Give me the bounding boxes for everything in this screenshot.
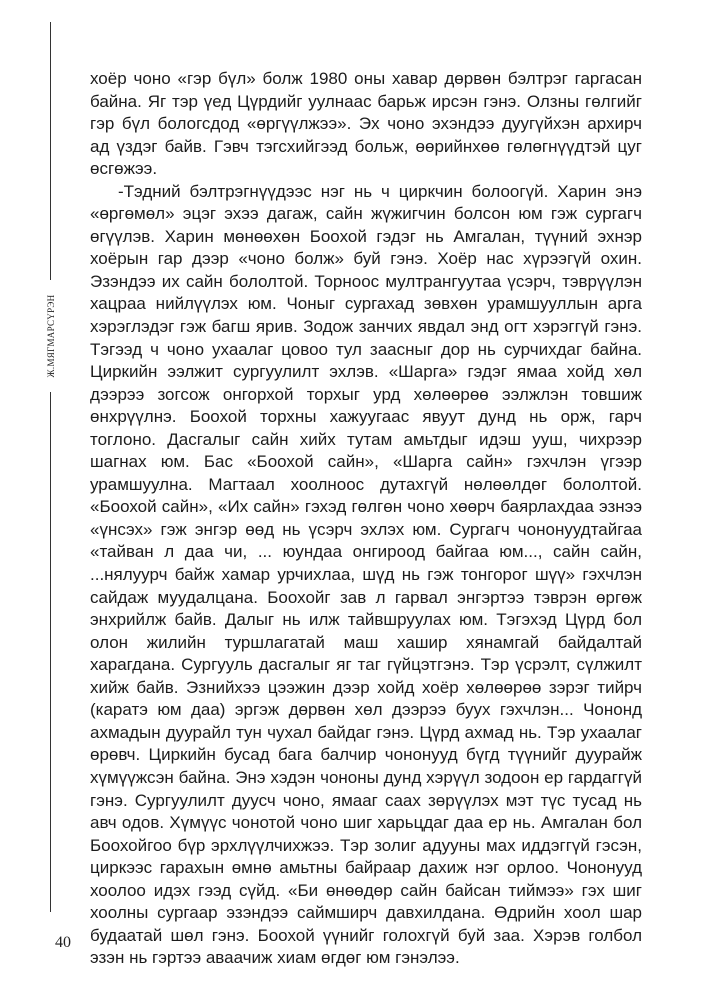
- paragraph: -Тэдний бэлтрэгнүүдээс нэг нь ч циркчин болоогүй. Харин энэ «өргөмөл» эцэг эхээ дагаж, сайн жүжигчин болсон юм гэж сургагч өгүүлэв. Харин мөнөөхөн Боохой гэдэг нь Амгалан, түүний эхнэр хоёрын гар дээр «чоно болж» буй гэнэ. Хоёр нас хүрээгүй охин. Эзэндээ их сайн бололтой. Торноос мултрангуутаа үсэрч, тэврүүлэн хацраа нийлүүлэх юм. Чоныг сургахад зөвхөн урамшууллын арга хэрэглэдэг гэж багш ярив. Зодож занчих явдал энд огт хэрэггүй гэнэ. Тэгээд ч чоно ухаалаг цовоо тул заасныг дор нь сурчихдаг байна. Циркийн ээлжит сургуулилт эхлэв. «Шарга» гэдэг ямаа хойд хөл дээрээ зогсож онгорхой торхыг урд хөлөөрөө ээлжлэн товшиж өнхрүүлнэ. Боохой торхны хажуугаас явуут дунд нь орж, гарч тоглоно. Дасгалыг сайн хийх тутам амьтдыг идэш ууш, чихрээр шагнах юм. Бас «Боохой сайн», «Шарга сайн» гэхчлэн үгээр урамшуулна. Магтаал хоолноос дутахгүй нөлөөлдөг бололтой. «Боохой сайн», «Их сайн» гэхэд гөлгөн чоно хөөрч баярлахдаа эзнээ «үнсэх» гэж энгэр өөд нь үсэрч эхлэх юм. Сургагч чононуудтайгаа «тайван л даа чи, ... юундаа онгироод байгаа юм..., сайн сайн, ...нялуурч байж хамар урчихлаа, шүд нь гэж тонгорог шүү» гэхчлэн сайдаж муудалцана. Боохойг зав л гарвал энгэртээ тэврэн өргөж энхрийлж байв. Далыг нь илж тайвшруулах юм. Тэгэхэд Цүрд бол олон жилийн туршлагатай маш хашир хянамгай байдалтай харагдана. Сургууль дасгалыг яг таг гүйцэтгэнэ. Тэр үсрэлт, сүлжилт хийж байв. Эзнийхээ цээжин дээр хойд хоёр хөлөөрөө зэрэг тийрч (каратэ юм даа) эргэж дөрвөн хөл дээрээ буух гэхчлэн... Чононд ахмадын дуурайл тун чухал байдаг гэнэ. Цүрд ахмад нь. Тэр ухаалаг өрөвч. Циркийн бусад бага балчир чононууд бүгд түүнийг дуурайж хүмүүжсэн байна. Энэ хэдэн чононы дунд хэрүүл зодоон ер гардаггүй гэнэ. Сургуулилт дуусч чоно, ямааг саах зөрүүлэх мэт түс тусад нь авч одов. Хүмүүс чонотой чоно шиг харьцдаг даа ер нь. Амгалан бол Боохойгоо бүр эрхлүүлчихжээ. Тэр золиг адууны мах иддэггүй гэсэн, циркээс гарахын өмнө амьтны байраар дахиж нэг орлоо. Чононууд хоолоо идэх гээд сүйд. «Би өнөөдөр сайн байсан тиймээ» гэх шиг хоолны сургаар эзэндээ саймширч давхилдана. Өдрийн хоол шар будаатай шөл гэнэ. Боохой үүнийг голохгүй буй заа. Хэрэв голбол эзэн нь гэртээ аваачиж хиам өгдөг юм гэнэлээ.: [90, 181, 642, 968]
- page-number: 40: [55, 934, 71, 951]
- margin-rule-bottom: [50, 392, 51, 912]
- paragraph-continued: хоёр чоно «гэр бүл» болж 1980 оны хавар дөрвөн бэлтрэг гаргасан байна. Яг тэр үед Цүрдийг уулнаас барьж ирсэн гэнэ. Олзны гөлгийг гэр бүл бологсдод «өргүүлжээ». Эх чоно эхэндээ дуугүйхэн архирч ад үздэг байв. Гэвч тэгсхийгээд больж, өөрийнхөө гөлөгнүүдтэй цуг өсгөжээ.: [90, 69, 642, 179]
- running-head-author: Ж.МЯГМАРСҮРЭН: [46, 294, 56, 378]
- body-text: [90, 68, 642, 970]
- margin-rule-top: [50, 22, 51, 280]
